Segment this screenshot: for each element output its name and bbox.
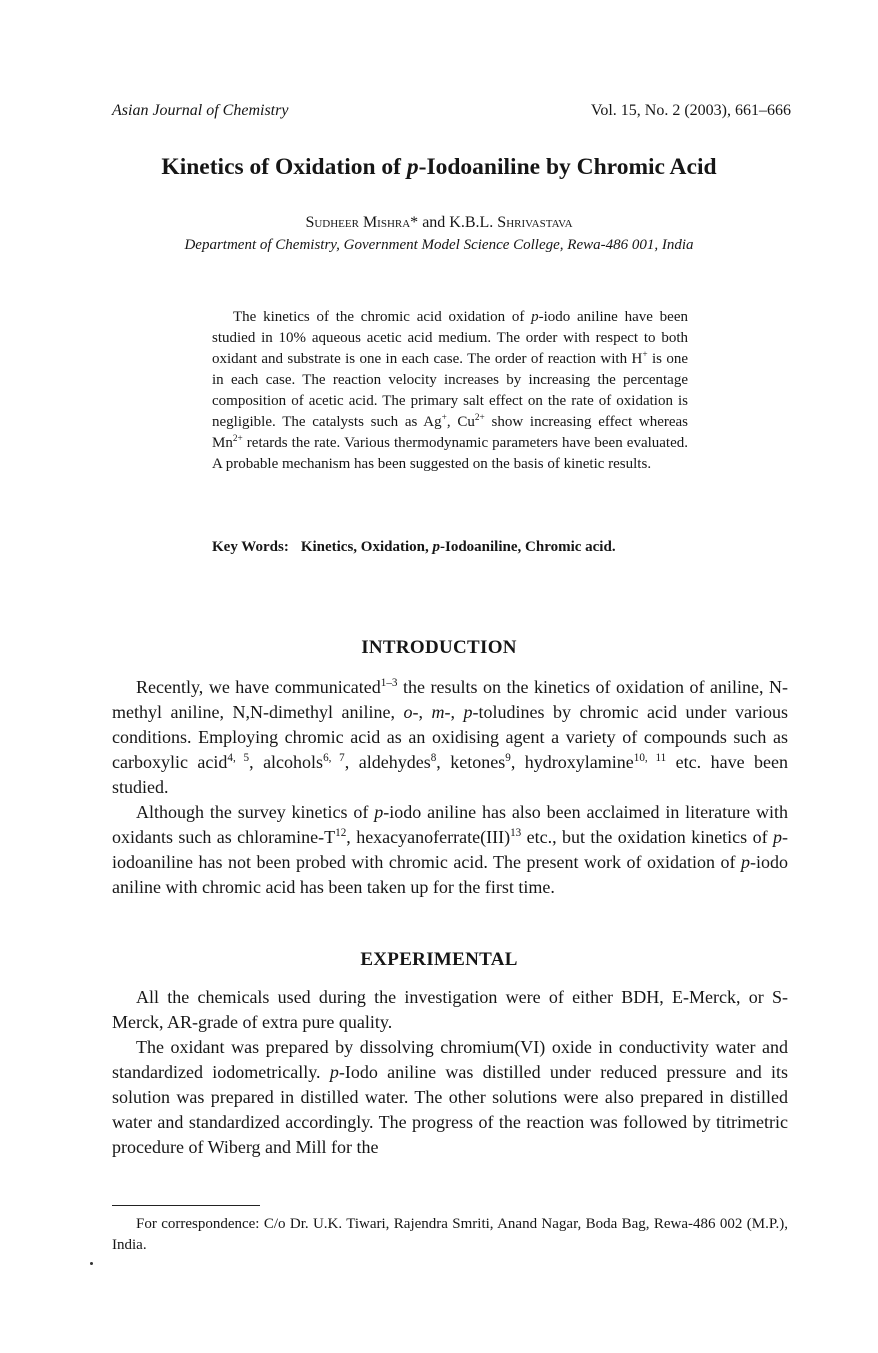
experimental-paragraph-1: All the chemicals used during the investigation were of either BDH, E-Merck, or S-Merck, AR-grade of extra pure quality. — [112, 987, 788, 1032]
running-head — [112, 102, 791, 124]
footnote-divider — [112, 1205, 260, 1206]
article-title: Kinetics of Oxidation of p-Iodoaniline by Chromic Acid — [161, 154, 717, 180]
key-words-label: Key Words: — [212, 539, 289, 555]
key-words: Key Words: Kinetics, Oxidation, p-Iodoaniline, Chromic acid. — [212, 539, 616, 555]
abstract: The kinetics of the chromic acid oxidation of p-iodo aniline have been studied in 10% aqueous acetic acid medium. The order with respect to both oxidant and substrate is one in each case. The order of reaction with H+ is one in each case. The reaction velocity increases by increasing the percentage composition of acetic acid. The primary salt effect on the rate of oxidation is negligible. The catalysts such as Ag+, $Cu^{2+}$ show increasing effect whereas $Mn^{2+}$ retards the rate. Various thermodynamic parameters have been evaluated. A probable mechanism has been suggested on the basis of kinetic results. — [212, 309, 689, 472]
author-line: Sudheer Mishra* and K.B.L. Shrivastava — [305, 214, 573, 231]
introduction-paragraph-2: Although the survey kinetics of p-iodo aniline has also been acclaimed in literature with oxidants such as chloramine-$T^{12}$, hexacyanoferrate(III)$^{13}$ etc., but the oxidation kinetics of p-iodoaniline has not been probed with chromic acid. The present work of oxidation of p-iodo aniline with chromic acid has been taken up for the first time. — [112, 802, 788, 897]
affiliation: Department of Chemistry, Government Model Science College, Rewa-486 001, India — [184, 237, 694, 253]
author-mishra: Sudheer Mishra* — [305, 214, 419, 231]
experimental-paragraph-2: The oxidant was prepared by dissolving chromium(VI) oxide in conductivity water and standardized iodometrically. p-Iodo aniline was distilled under reduced pressure and its solution was prepared in distilled water. The other solutions were also prepared in distilled water and standardized accordingly. The progress of the reaction was followed by titrimetric procedure of Wiberg and Mill for the — [112, 1037, 788, 1157]
volume-info: Vol. 15, No. 2 (2003), 661–666 — [590, 102, 791, 119]
experimental-heading: EXPERIMENTAL — [360, 949, 518, 970]
correspondence-footnote: For correspondence: C/o Dr. U.K. Tiwari, Rajendra Smriti, Anand Nagar, Boda Bag, Rewa-486 002 (M.P.), India. — [112, 1216, 788, 1253]
introduction-paragraph-1: Recently, we have communicated$^{1-3}$ the results on the kinetics of oxidation of aniline, N-methyl aniline, N,N-dimethyl aniline, o-, m-, p-toludines by chromic acid under various conditions. Employing chromic acid as an oxidising agent a variety of compounds such as carboxylic acid$^{4, 5}$, alcohols$^{6, 7}$, aldehydes$^8$, ketones$^9$, hydroxylamine$^{10, 11}$ etc. have been studied. — [112, 677, 789, 797]
author-shrivastava: K.B.L. Shrivastava — [449, 214, 573, 231]
introduction-heading: INTRODUCTION — [361, 637, 517, 658]
journal-name: Asian Journal of Chemistry — [112, 102, 289, 119]
scan-speck — [90, 1262, 93, 1265]
